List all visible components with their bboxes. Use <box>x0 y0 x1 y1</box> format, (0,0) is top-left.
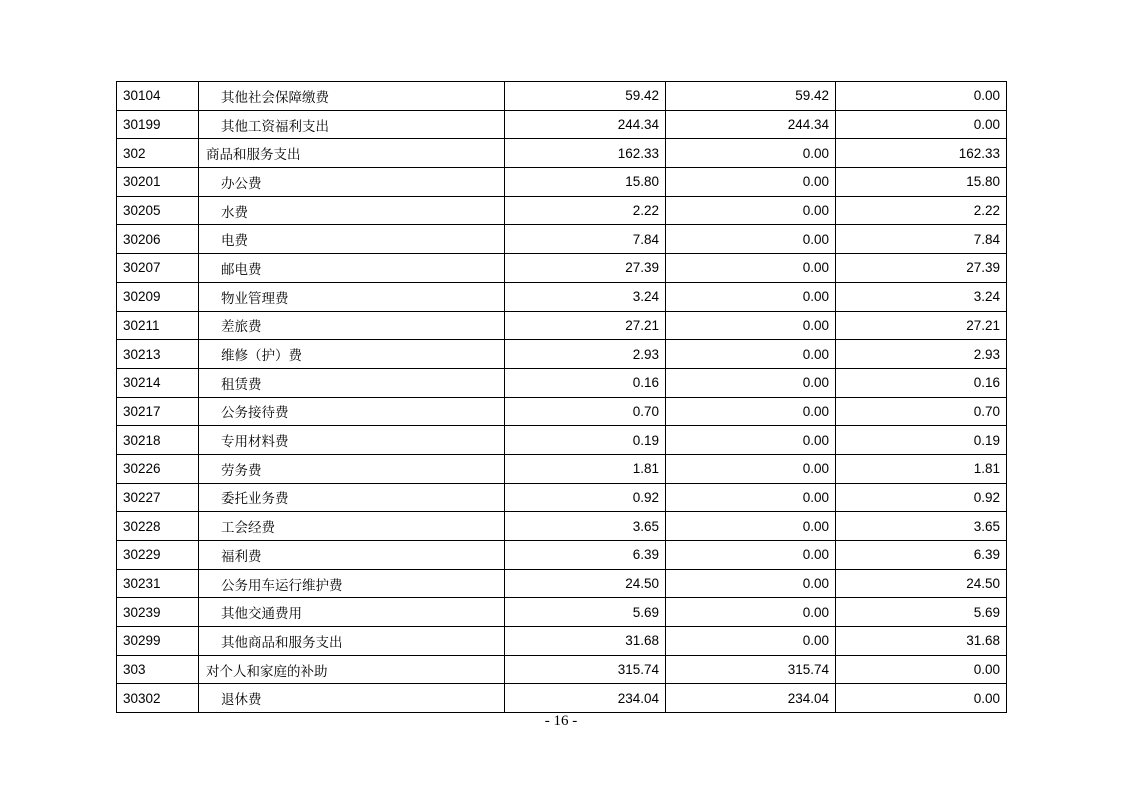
account-name-cell: 其他社会保障缴费 <box>199 82 505 111</box>
table-row <box>117 627 1007 656</box>
page-number: - 16 - <box>544 713 578 729</box>
account-code-cell: 30302 <box>117 684 199 713</box>
total-amount-cell: 6.39 <box>505 541 666 570</box>
total-amount-cell: 3.24 <box>505 282 666 311</box>
account-code-cell: 303 <box>117 655 199 684</box>
account-code-cell: 302 <box>117 139 199 168</box>
project-amount-cell: 0.16 <box>836 368 1007 397</box>
table-row <box>117 139 1007 168</box>
table-row <box>117 426 1007 455</box>
basic-amount-cell: 0.00 <box>666 627 836 656</box>
project-amount-cell: 5.69 <box>836 598 1007 627</box>
account-code-cell: 30211 <box>117 311 199 340</box>
account-name-cell: 其他交通费用 <box>199 598 505 627</box>
total-amount-cell: 0.16 <box>505 368 666 397</box>
basic-amount-cell: 0.00 <box>666 368 836 397</box>
basic-amount-cell: 0.00 <box>666 512 836 541</box>
table-row <box>117 110 1007 139</box>
basic-amount-cell: 0.00 <box>666 483 836 512</box>
table-row <box>117 225 1007 254</box>
basic-amount-cell: 0.00 <box>666 196 836 225</box>
account-code-cell: 30214 <box>117 368 199 397</box>
table-row <box>117 82 1007 111</box>
project-amount-cell: 0.00 <box>836 684 1007 713</box>
basic-amount-cell: 234.04 <box>666 684 836 713</box>
basic-amount-cell: 0.00 <box>666 454 836 483</box>
table-row <box>117 254 1007 283</box>
account-code-cell: 30227 <box>117 483 199 512</box>
total-amount-cell: 7.84 <box>505 225 666 254</box>
account-name-cell: 商品和服务支出 <box>199 139 505 168</box>
account-name-cell: 维修（护）费 <box>199 340 505 369</box>
account-code-cell: 30299 <box>117 627 199 656</box>
total-amount-cell: 1.81 <box>505 454 666 483</box>
project-amount-cell: 6.39 <box>836 541 1007 570</box>
project-amount-cell: 0.00 <box>836 655 1007 684</box>
account-code-cell: 30226 <box>117 454 199 483</box>
account-name-cell: 租赁费 <box>199 368 505 397</box>
project-amount-cell: 0.92 <box>836 483 1007 512</box>
account-name-cell: 水费 <box>199 196 505 225</box>
account-code-cell: 30228 <box>117 512 199 541</box>
account-name-cell: 公务接待费 <box>199 397 505 426</box>
project-amount-cell: 1.81 <box>836 454 1007 483</box>
total-amount-cell: 3.65 <box>505 512 666 541</box>
project-amount-cell: 7.84 <box>836 225 1007 254</box>
basic-amount-cell: 0.00 <box>666 168 836 197</box>
account-code-cell: 30207 <box>117 254 199 283</box>
basic-amount-cell: 0.00 <box>666 139 836 168</box>
total-amount-cell: 59.42 <box>505 82 666 111</box>
account-name-cell: 委托业务费 <box>199 483 505 512</box>
total-amount-cell: 162.33 <box>505 139 666 168</box>
table-row <box>117 311 1007 340</box>
account-name-cell: 其他商品和服务支出 <box>199 627 505 656</box>
account-code-cell: 30199 <box>117 110 199 139</box>
account-name-cell: 劳务费 <box>199 454 505 483</box>
total-amount-cell: 0.19 <box>505 426 666 455</box>
total-amount-cell: 27.21 <box>505 311 666 340</box>
basic-amount-cell: 0.00 <box>666 254 836 283</box>
account-code-cell: 30104 <box>117 82 199 111</box>
project-amount-cell: 0.00 <box>836 110 1007 139</box>
table-row <box>117 454 1007 483</box>
account-name-cell: 电费 <box>199 225 505 254</box>
account-code-cell: 30213 <box>117 340 199 369</box>
basic-amount-cell: 0.00 <box>666 598 836 627</box>
account-name-cell: 福利费 <box>199 541 505 570</box>
table-row <box>117 684 1007 713</box>
project-amount-cell: 0.19 <box>836 426 1007 455</box>
total-amount-cell: 5.69 <box>505 598 666 627</box>
account-name-cell: 对个人和家庭的补助 <box>199 655 505 684</box>
account-name-cell: 退休费 <box>199 684 505 713</box>
total-amount-cell: 315.74 <box>505 655 666 684</box>
project-amount-cell: 27.21 <box>836 311 1007 340</box>
project-amount-cell: 0.00 <box>836 82 1007 111</box>
total-amount-cell: 244.34 <box>505 110 666 139</box>
table-row <box>117 569 1007 598</box>
project-amount-cell: 162.33 <box>836 139 1007 168</box>
account-code-cell: 30231 <box>117 569 199 598</box>
basic-amount-cell: 0.00 <box>666 282 836 311</box>
table-row <box>117 282 1007 311</box>
account-code-cell: 30239 <box>117 598 199 627</box>
total-amount-cell: 15.80 <box>505 168 666 197</box>
account-name-cell: 其他工资福利支出 <box>199 110 505 139</box>
account-code-cell: 30218 <box>117 426 199 455</box>
project-amount-cell: 24.50 <box>836 569 1007 598</box>
table-body <box>117 82 1007 713</box>
account-code-cell: 30209 <box>117 282 199 311</box>
basic-amount-cell: 0.00 <box>666 340 836 369</box>
basic-amount-cell: 0.00 <box>666 569 836 598</box>
account-name-cell: 办公费 <box>199 168 505 197</box>
account-name-cell: 差旅费 <box>199 311 505 340</box>
table-row <box>117 598 1007 627</box>
project-amount-cell: 31.68 <box>836 627 1007 656</box>
project-amount-cell: 3.65 <box>836 512 1007 541</box>
project-amount-cell: 15.80 <box>836 168 1007 197</box>
table-row <box>117 368 1007 397</box>
account-name-cell: 专用材料费 <box>199 426 505 455</box>
total-amount-cell: 2.93 <box>505 340 666 369</box>
table-row <box>117 512 1007 541</box>
project-amount-cell: 3.24 <box>836 282 1007 311</box>
basic-amount-cell: 0.00 <box>666 426 836 455</box>
total-amount-cell: 27.39 <box>505 254 666 283</box>
account-code-cell: 30206 <box>117 225 199 254</box>
basic-amount-cell: 59.42 <box>666 82 836 111</box>
table-row <box>117 397 1007 426</box>
total-amount-cell: 31.68 <box>505 627 666 656</box>
account-code-cell: 30205 <box>117 196 199 225</box>
total-amount-cell: 234.04 <box>505 684 666 713</box>
total-amount-cell: 0.70 <box>505 397 666 426</box>
account-code-cell: 30229 <box>117 541 199 570</box>
table-row <box>117 196 1007 225</box>
account-code-cell: 30217 <box>117 397 199 426</box>
basic-amount-cell: 244.34 <box>666 110 836 139</box>
table-row <box>117 483 1007 512</box>
project-amount-cell: 27.39 <box>836 254 1007 283</box>
account-code-cell: 30201 <box>117 168 199 197</box>
account-name-cell: 工会经费 <box>199 512 505 541</box>
table-row <box>117 541 1007 570</box>
basic-amount-cell: 0.00 <box>666 541 836 570</box>
expenditure-table <box>116 81 1007 713</box>
project-amount-cell: 2.93 <box>836 340 1007 369</box>
total-amount-cell: 2.22 <box>505 196 666 225</box>
table-row <box>117 655 1007 684</box>
basic-amount-cell: 0.00 <box>666 311 836 340</box>
total-amount-cell: 24.50 <box>505 569 666 598</box>
basic-amount-cell: 0.00 <box>666 397 836 426</box>
account-name-cell: 物业管理费 <box>199 282 505 311</box>
basic-amount-cell: 315.74 <box>666 655 836 684</box>
account-name-cell: 公务用车运行维护费 <box>199 569 505 598</box>
project-amount-cell: 0.70 <box>836 397 1007 426</box>
account-name-cell: 邮电费 <box>199 254 505 283</box>
project-amount-cell: 2.22 <box>836 196 1007 225</box>
table-row <box>117 168 1007 197</box>
total-amount-cell: 0.92 <box>505 483 666 512</box>
basic-amount-cell: 0.00 <box>666 225 836 254</box>
table-row <box>117 340 1007 369</box>
